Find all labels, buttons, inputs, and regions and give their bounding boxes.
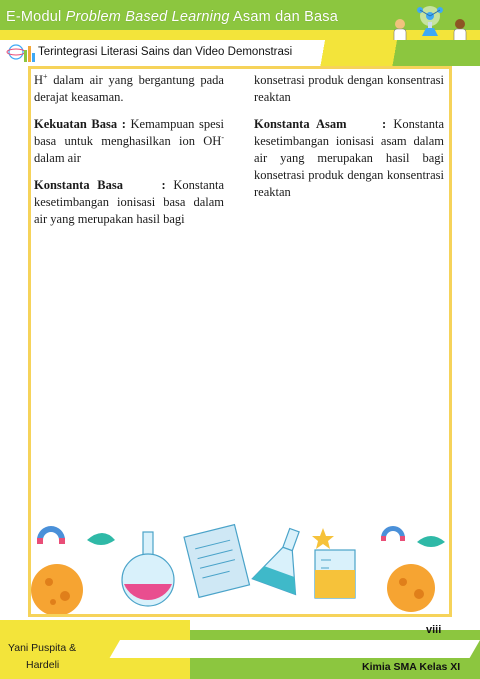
magnet-icon [381, 526, 405, 541]
glossary-superscript: + [43, 71, 48, 81]
star-icon [312, 528, 334, 549]
glossary-term: Kekuatan Basa : [34, 117, 126, 131]
glossary-entry [254, 116, 444, 201]
glossary-entry [254, 72, 444, 106]
subtitle-band-stripe [290, 40, 480, 66]
module-subtitle: Terintegrasi Literasi Sains dan Video Demonstrasi [38, 46, 293, 58]
leaf-icon [417, 536, 445, 547]
glossary-text: Konstanta kesetimbangan ionisasi asam dalam air yang merupakan hasil bagi konsetrasi produk dengan konsentrasi reaktan [254, 117, 445, 199]
author-line: Yani Puspita & [8, 642, 77, 654]
page-number: viii [426, 624, 442, 636]
glossary-term: Konstanta Basa : [34, 178, 166, 192]
glossary-text: dalam air [34, 151, 81, 165]
glossary-text: H [34, 73, 44, 87]
module-title-suffix: Asam dan Basa [229, 9, 339, 25]
glossary-column-right [254, 72, 444, 211]
lab-equipment-illustration [31, 520, 449, 619]
module-title-italic: Problem Based Learning [65, 9, 230, 25]
leaf-icon [87, 533, 115, 545]
glossary-superscript: - [221, 132, 224, 142]
module-title-prefix: E-Modul [6, 9, 66, 25]
glossary-text: dalam air yang bergantung pada derajat keasaman. [34, 73, 224, 104]
orange-planet-icon [31, 564, 83, 614]
glossary-text: Kemampuan spesi basa untuk menghasilkan ion OH [34, 117, 224, 148]
magnet-icon [37, 526, 65, 544]
orange-planet-icon [387, 564, 435, 612]
glossary-entry [34, 72, 224, 106]
footer-white-stripe [110, 640, 480, 658]
glossary-text: konsetrasi produk dengan konsentrasi reaktan [254, 73, 444, 104]
glossary-column-left [34, 72, 224, 238]
author-line: Hardeli [26, 659, 60, 671]
glossary-entry [34, 116, 224, 167]
course-label: Kimia SMA Kelas XI [362, 661, 461, 673]
module-title [6, 9, 338, 25]
notebook-icon [184, 525, 249, 598]
glossary-entry [34, 177, 224, 228]
round-flask-icon [122, 532, 174, 606]
author-names [8, 640, 98, 674]
beaker-icon [315, 550, 355, 598]
erlenmeyer-flask-icon [252, 522, 316, 594]
glossary-text: Konstanta kesetimbangan ionisasi basa dalam air yang merupakan hasil bagi [34, 178, 225, 226]
science-logo-icon [6, 42, 36, 69]
glossary-term: Konstanta Asam : [254, 117, 387, 131]
